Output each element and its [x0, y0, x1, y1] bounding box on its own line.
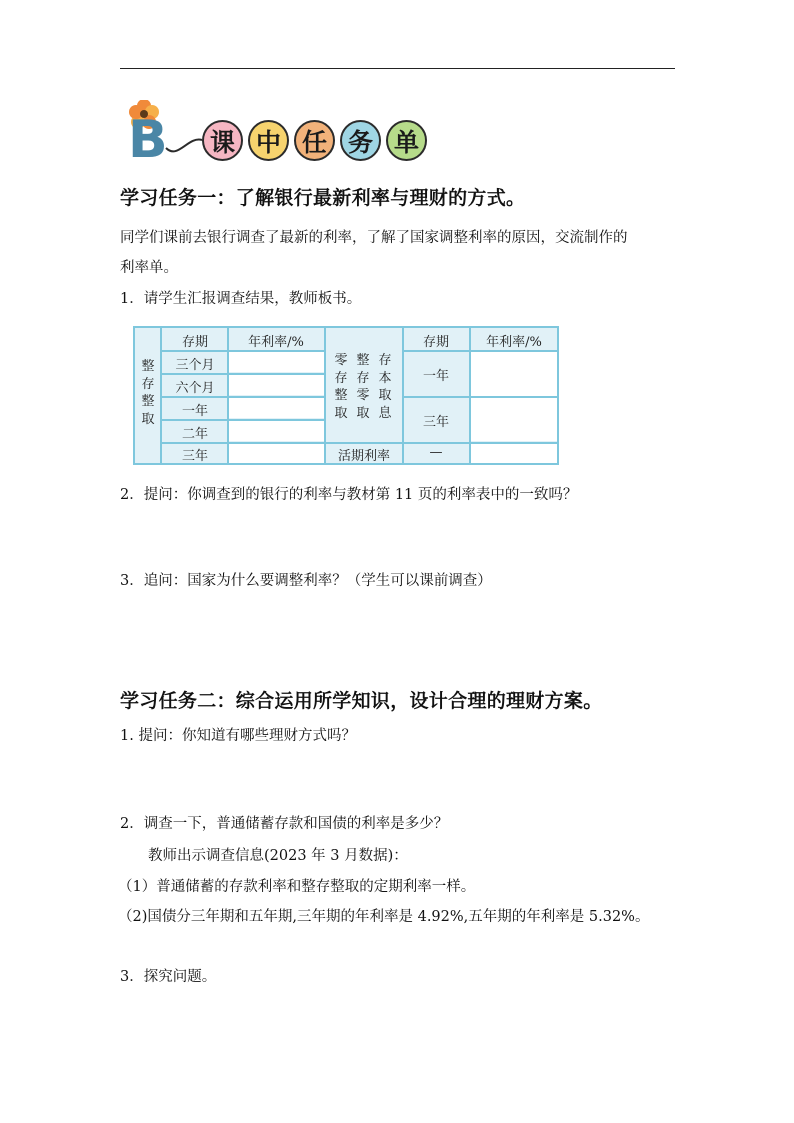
rate-cell-blank — [229, 352, 324, 372]
table-current-rate-value: — — [429, 445, 443, 460]
table-header-rate: 年利率/% — [248, 335, 304, 350]
task1-title: 学习任务一：了解银行最新利率与理财的方式。 — [120, 187, 526, 209]
table-header-term-right: 存期 — [422, 335, 450, 350]
rate-cell-blank — [471, 352, 557, 396]
badge-char-1: 课 — [202, 120, 243, 161]
task2-info-1: （1）普通储蓄的存款利率和整存整取的定期利率一样。 — [118, 879, 476, 895]
task1-question-3: 3．追问：国家为什么要调整利率？（学生可以课前调查） — [120, 573, 492, 589]
task1-intro-line1: 同学们课前去银行调查了最新的利率，了解了国家调整利率的原因，交流制作的 — [120, 230, 628, 246]
table-term-left: 一年 — [181, 404, 209, 419]
task2-title: 学习任务二：综合运用所学知识，设计合理的理财方案。 — [120, 690, 603, 712]
rate-cell-blank — [471, 398, 557, 441]
table-current-rate-label: 活期利率 — [337, 449, 391, 464]
table-term-left: 二年 — [181, 427, 209, 442]
table-term-left: 三个月 — [175, 358, 215, 373]
task2-question-3: 3．探究问题。 — [120, 969, 217, 985]
task2-info-title: 教师出示调查信息(2023 年 3 月数据)： — [148, 848, 408, 864]
table-header-term: 存期 — [181, 335, 209, 350]
task2-question-2: 2．调查一下，普通储蓄存款和国债的利率是多少？ — [120, 816, 449, 832]
table-group-lump-installment: 零存整取 — [334, 353, 348, 421]
table-term-left: 三年 — [181, 449, 209, 464]
task1-intro-line2: 利率单。 — [120, 260, 178, 276]
rate-cell-blank — [229, 375, 324, 395]
table-group-installment-lump: 整存零取 — [356, 353, 370, 421]
logo-letter: B — [128, 110, 168, 170]
rate-cell-blank — [229, 398, 324, 418]
rate-cell-blank — [229, 421, 324, 441]
badge-char-4: 务 — [340, 120, 381, 161]
task1-question-2: 2．提问：你调查到的银行的利率与教材第 11 页的利率表中的一致吗？ — [120, 487, 578, 503]
badge-char-2: 中 — [248, 120, 289, 161]
table-term-left: 六个月 — [175, 381, 215, 396]
interest-rate-table — [133, 326, 559, 465]
table-term-right: 一年 — [422, 369, 450, 384]
table-header-rate-right: 年利率/% — [486, 335, 542, 350]
badge-char-5: 单 — [386, 120, 427, 161]
task2-info-2: （2)国债分三年期和五年期,三年期的年利率是 4.92%,五年期的年利率是 5.32%。 — [118, 909, 650, 925]
task2-question-1: 1. 提问：你知道有哪些理财方式吗？ — [120, 728, 356, 744]
task1-question-1: 1．请学生汇报调查结果，教师板书。 — [120, 291, 362, 307]
top-rule — [120, 68, 675, 69]
lesson-badge — [122, 100, 432, 172]
badge-char-3: 任 — [294, 120, 335, 161]
table-group-principal-interest: 存本取息 — [378, 353, 392, 421]
rate-cell-blank — [229, 444, 324, 463]
table-term-right: 三年 — [422, 415, 450, 430]
rate-cell-blank — [471, 444, 557, 463]
table-group-fixed-deposit: 整存整取 — [141, 359, 155, 427]
